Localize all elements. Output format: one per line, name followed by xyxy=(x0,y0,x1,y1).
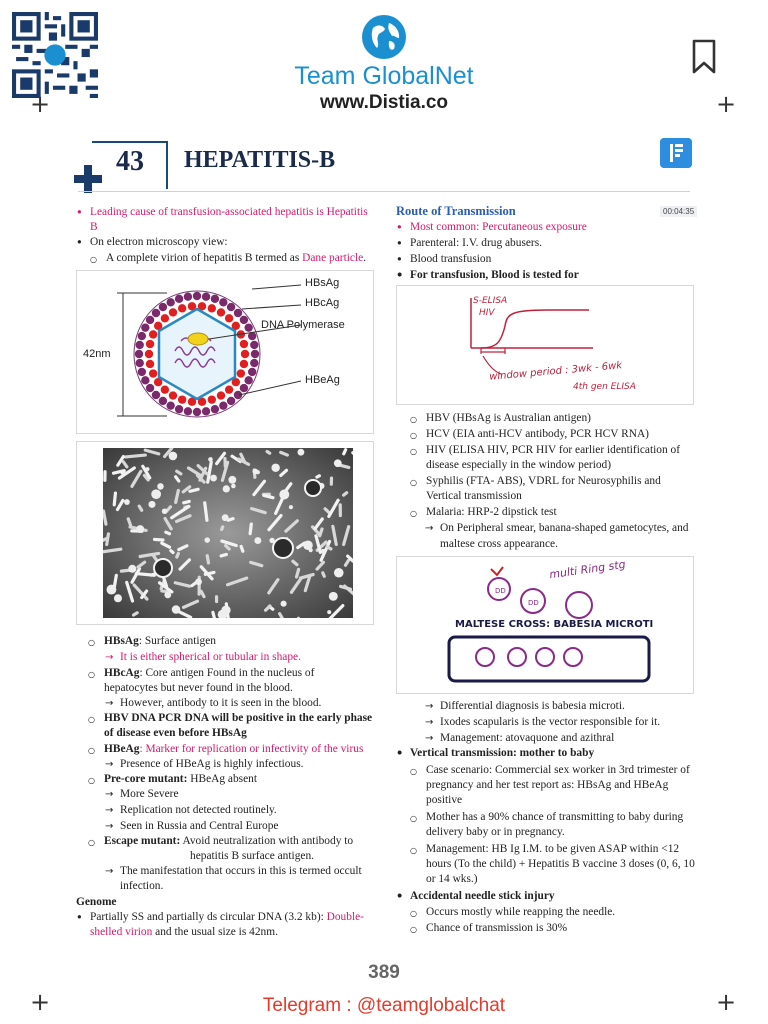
list-item: • Vertical transmission: mother to baby xyxy=(410,746,594,761)
capsid-dot xyxy=(149,369,157,377)
dane-particle xyxy=(273,538,293,558)
envelope-dot xyxy=(152,391,160,399)
envelope-dot xyxy=(211,405,219,413)
sketch-label: multi Ring stg xyxy=(548,557,627,582)
capsid-dot xyxy=(237,369,245,377)
capsid-dot xyxy=(217,391,225,399)
capsid-dot xyxy=(240,340,248,348)
capsid-dot xyxy=(145,350,153,358)
list-subitem-cont: or 14 wks.) xyxy=(426,873,478,885)
spherical-particle xyxy=(334,459,342,467)
envelope-dot xyxy=(135,350,143,358)
crop-mark: + xyxy=(30,988,51,1016)
genome-heading: Genome xyxy=(76,896,117,908)
spherical-particle xyxy=(327,610,331,614)
note: → The manifestation that occurs in this is termed occult xyxy=(120,864,362,879)
spherical-particle xyxy=(208,457,213,462)
list-subitem-cont: hours (To the child) + Hepatitis B vaccine 3 doses (0, 6, 10 xyxy=(426,858,695,870)
envelope-dot xyxy=(175,405,183,413)
envelope-dot xyxy=(136,341,144,349)
list-subitem-cont: hepatocytes but never found in the blood. xyxy=(104,682,293,694)
spherical-particle xyxy=(297,449,304,456)
chapter-number: 43 xyxy=(116,146,144,177)
sketch-label: HIV xyxy=(479,308,495,318)
spherical-particle xyxy=(195,578,202,585)
note: → Management: atovaquone and azithral xyxy=(440,731,614,746)
list-subitem-cont: hepatitis B surface antigen. xyxy=(190,850,314,862)
list-item: • Parenteral: I.V. drug abusers. xyxy=(410,236,542,251)
spherical-particle xyxy=(289,505,293,509)
capsid-dot xyxy=(161,385,169,393)
spherical-particle xyxy=(157,483,164,490)
page-number: 389 xyxy=(368,962,400,983)
spherical-particle xyxy=(114,594,122,602)
envelope-dot xyxy=(146,384,154,392)
capsid-dot xyxy=(146,340,154,348)
spherical-particle xyxy=(222,514,229,521)
spherical-particle xyxy=(228,476,236,484)
capsid-dot xyxy=(217,308,225,316)
bookmark-icon[interactable] xyxy=(690,38,718,76)
capsid-dot xyxy=(241,350,249,358)
envelope-dot xyxy=(184,293,192,301)
list-subitem-cont: pregnancy and her test report as: HBsAg and HBeAg xyxy=(426,779,669,791)
svg-text:DD: DD xyxy=(528,599,539,607)
envelope-dot xyxy=(193,408,201,416)
spherical-particle xyxy=(164,591,171,598)
section-heading: Route of Transmission xyxy=(396,204,516,218)
spherical-particle xyxy=(252,469,258,475)
spherical-particle xyxy=(231,484,236,489)
envelope-dot xyxy=(250,359,258,367)
spherical-particle xyxy=(172,605,181,614)
spherical-particle xyxy=(128,565,136,573)
envelope-dot xyxy=(251,350,259,358)
note: → Seen in Russia and Central Europe xyxy=(120,819,279,834)
list-item: • Most common: Percutaneous exposure xyxy=(410,220,587,235)
capsid-dot xyxy=(169,308,177,316)
spherical-particle xyxy=(204,537,209,542)
sketch-caption: window period : 3wk - 6wk xyxy=(488,360,623,383)
video-timestamp: 00:04:35 xyxy=(660,206,697,217)
crop-mark: + xyxy=(30,90,51,118)
sketch-label: S-ELISA xyxy=(473,296,508,306)
list-subitem: ○ HIV (ELISA HIV, PCR HIV for earlier identification of xyxy=(426,443,680,458)
spherical-particle xyxy=(223,485,230,492)
envelope-dot xyxy=(136,359,144,367)
spherical-particle xyxy=(210,475,217,482)
spherical-particle xyxy=(162,508,168,514)
list-subitem: ○ Chance of transmission is 30% xyxy=(426,921,567,936)
note: → More Severe xyxy=(120,787,179,802)
note: → Presence of HBeAg is highly infectious. xyxy=(120,757,303,772)
envelope-dot xyxy=(141,376,149,384)
envelope-dot xyxy=(248,368,256,376)
list-subitem: ○ HBeAg: Marker for replication or infectivity of the virus xyxy=(104,742,363,757)
envelope-dot xyxy=(202,407,210,415)
spherical-particle xyxy=(279,490,289,500)
envelope-dot xyxy=(193,292,201,300)
list-item: • Accidental needle stick injury xyxy=(410,889,555,904)
dane-particle-diagram xyxy=(76,270,374,434)
list-subitem-cont: positive xyxy=(426,794,463,806)
list-subitem: ○ HBV DNA PCR DNA will be positive in the early phase xyxy=(104,711,372,726)
capsid-dot xyxy=(161,314,169,322)
sketch-label: MALTESE CROSS: BABESIA MICROTI xyxy=(455,619,654,630)
list-subitem: ○ Malaria: HRP-2 dipstick test xyxy=(426,505,557,520)
spherical-particle xyxy=(281,601,287,607)
spherical-particle xyxy=(254,537,261,544)
note: → On Peripheral smear, banana-shaped gametocytes, and xyxy=(440,521,688,536)
capsid-dot xyxy=(178,395,186,403)
list-item: • Blood transfusion xyxy=(410,252,491,267)
note: → It is either spherical or tubular in shape. xyxy=(120,650,301,665)
envelope-dot xyxy=(138,332,146,340)
spherical-particle xyxy=(334,568,344,578)
spherical-particle xyxy=(148,501,155,508)
list-subitem-cont: disease especially in the window period) xyxy=(426,459,612,471)
list-subitem: ○ Syphilis (FTA- ABS), VDRL for Neurosyphilis and xyxy=(426,474,661,489)
list-item: • Partially SS and partially ds circular DNA (3.2 kb): Double- xyxy=(90,910,364,925)
list-subitem: ○ HCV (EIA anti-HCV antibody, PCR HCV RNA) xyxy=(426,427,649,442)
envelope-dot xyxy=(219,298,227,306)
tubular-particle xyxy=(103,470,106,482)
note-cont: infection. xyxy=(120,880,164,892)
spherical-particle xyxy=(271,464,279,472)
spherical-particle xyxy=(124,499,130,505)
note: → However, antibody to it is seen in the blood. xyxy=(120,696,321,711)
telegram-footer[interactable]: Telegram : @teamglobalchat xyxy=(262,995,506,1016)
spherical-particle xyxy=(145,467,149,471)
envelope-dot xyxy=(234,309,242,317)
globe-logo-icon xyxy=(361,14,407,60)
envelope-dot xyxy=(166,298,174,306)
list-item: • Leading cause of transfusion-associated hepatitis is Hepatitis xyxy=(90,205,368,220)
envelope-dot xyxy=(202,293,210,301)
diagram-label: DNA Polymerase xyxy=(261,319,345,331)
envelope-dot xyxy=(227,303,235,311)
envelope-dot xyxy=(250,341,258,349)
envelope-dot xyxy=(152,309,160,317)
crop-mark: + xyxy=(716,988,737,1016)
spherical-particle xyxy=(321,549,326,554)
diagram-label: HBsAg xyxy=(305,277,340,289)
envelope-dot xyxy=(219,401,227,409)
tubular-particle xyxy=(339,503,342,517)
spherical-particle xyxy=(169,452,178,461)
spherical-particle xyxy=(221,606,230,615)
babesia-sketch xyxy=(396,556,694,694)
brand-name: Team GlobalNet xyxy=(294,62,474,90)
list-subitem: ○ HBsAg: Surface antigen xyxy=(104,634,216,649)
list-item-cont: B xyxy=(90,221,98,233)
divider xyxy=(78,191,690,192)
list-subitem: ○ A complete virion of hepatitis B termed as Dane particle. xyxy=(106,251,366,266)
envelope-dot xyxy=(159,303,167,311)
envelope-dot xyxy=(141,323,149,331)
list-subitem-cont: of disease even before HBsAg xyxy=(104,727,247,739)
electron-micrograph xyxy=(76,441,374,625)
chapter-title: HEPATITIS-B xyxy=(184,147,336,173)
list-subitem: ○ Pre-core mutant: HBeAg absent xyxy=(104,772,257,787)
spherical-particle xyxy=(151,489,161,499)
tubular-particle xyxy=(215,595,218,603)
capsid-dot xyxy=(149,330,157,338)
envelope-dot xyxy=(244,376,252,384)
capsid-dot xyxy=(240,360,248,368)
website-url[interactable]: www.Distia.co xyxy=(319,92,449,113)
crop-mark: + xyxy=(716,90,737,118)
list-item: • On electron microscopy view: xyxy=(90,235,228,250)
list-subitem-cont: Vertical transmission xyxy=(426,490,522,502)
envelope-dot xyxy=(227,397,235,405)
tubular-particle xyxy=(330,476,333,485)
document-icon[interactable] xyxy=(660,138,692,168)
list-subitem: ○ HBcAg: Core antigen Found in the nucleus of xyxy=(104,666,314,681)
spherical-particle xyxy=(107,585,117,595)
spherical-particle xyxy=(136,525,144,533)
list-subitem: ○ Management: HB Ig I.M. to be given ASAP within <12 xyxy=(426,842,679,857)
list-subitem: ○ Occurs mostly while reapping the needle. xyxy=(426,905,615,920)
sketch-caption: 4th gen ELISA xyxy=(573,382,636,392)
envelope-dot xyxy=(166,401,174,409)
list-subitem: ○ Mother has a 90% chance of transmitting to baby during xyxy=(426,810,683,825)
note: → Ixodes scapularis is the vector responsible for it. xyxy=(440,715,660,730)
envelope-dot xyxy=(240,316,248,324)
capsid-dot xyxy=(208,395,216,403)
spherical-particle xyxy=(329,592,338,601)
list-item-cont: shelled virion and the usual size is 42nm. xyxy=(90,926,278,938)
list-subitem: ○ Escape mutant: Avoid neutralization with antibody to xyxy=(104,834,353,849)
list-subitem: ○ Case scenario: Commercial sex worker in 3rd trimester of xyxy=(426,763,690,778)
note: → Differential diagnosis is babesia microti. xyxy=(440,699,625,714)
note: → Replication not detected routinely. xyxy=(120,803,277,818)
capsid-dot xyxy=(146,360,154,368)
spherical-particle xyxy=(303,540,313,550)
tubular-particle xyxy=(223,457,227,468)
envelope-dot xyxy=(240,384,248,392)
envelope-dot xyxy=(146,316,154,324)
note-cont: maltese cross appearance. xyxy=(440,538,558,550)
envelope-dot xyxy=(244,323,252,331)
envelope-dot xyxy=(211,295,219,303)
capsid-dot xyxy=(208,304,216,312)
dane-particle xyxy=(154,559,172,577)
diagram-label: HBeAg xyxy=(305,374,340,386)
svg-text:DD: DD xyxy=(495,587,506,595)
list-item: • For transfusion, Blood is tested for xyxy=(410,268,579,283)
capsid-dot xyxy=(225,385,233,393)
envelope-dot xyxy=(159,397,167,405)
envelope-dot xyxy=(184,407,192,415)
capsid-dot xyxy=(169,391,177,399)
dane-particle xyxy=(305,480,321,496)
capsid-dot xyxy=(225,314,233,322)
list-subitem-cont: delivery baby or in pregnancy. xyxy=(426,826,565,838)
size-label: 42nm xyxy=(83,348,111,360)
window-period-sketch xyxy=(396,285,694,405)
envelope-dot xyxy=(138,368,146,376)
capsid-dot xyxy=(178,304,186,312)
list-subitem: ○ HBV (HBsAg is Australian antigen) xyxy=(426,411,591,426)
diagram-label: HBcAg xyxy=(305,297,340,309)
envelope-dot xyxy=(175,295,183,303)
